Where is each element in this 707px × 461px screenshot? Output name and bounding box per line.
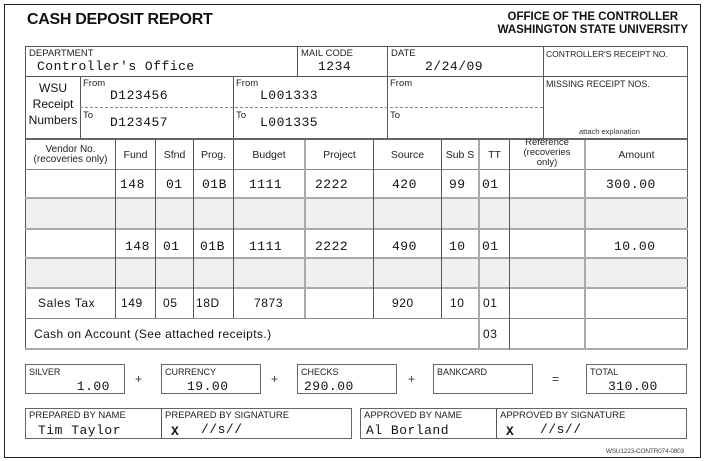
mail-code-field[interactable]: 1234 xyxy=(318,59,352,74)
total-label: TOTAL xyxy=(590,367,619,377)
date-field[interactable]: 2/24/09 xyxy=(425,59,484,74)
cell-project[interactable]: 2222 xyxy=(315,176,349,192)
cell-source[interactable]: 920 xyxy=(392,296,414,310)
checks-value[interactable]: 290.00 xyxy=(304,379,354,394)
cell-budget[interactable]: 1111 xyxy=(249,176,283,192)
plus-sign: + xyxy=(271,372,279,386)
prepared-name-label: PREPARED BY NAME xyxy=(29,410,126,421)
header-text: Vendor No. xyxy=(45,144,96,155)
cell-sub-s[interactable]: 10 xyxy=(450,296,465,310)
dashed-divider xyxy=(80,107,543,108)
grid-line xyxy=(509,140,510,349)
approved-name-label: APPROVED BY NAME xyxy=(364,410,463,421)
bankcard-label: BANKCARD xyxy=(437,367,488,377)
grid-line xyxy=(25,348,688,350)
grid-line xyxy=(387,46,388,138)
to-label: To xyxy=(83,110,94,121)
column-header-fund: Fund xyxy=(123,149,148,161)
org-line-2: WASHINGTON STATE UNIVERSITY xyxy=(497,24,688,36)
cell-tt[interactable]: 03 xyxy=(483,327,498,341)
cell-source[interactable]: 420 xyxy=(392,176,417,192)
total-value[interactable]: 310.00 xyxy=(608,379,658,394)
column-header-tt: TT xyxy=(488,149,501,161)
from-label: From xyxy=(390,78,413,89)
plus-sign: + xyxy=(408,372,416,386)
cell-tt[interactable]: 01 xyxy=(482,176,499,192)
plus-sign: + xyxy=(135,372,143,386)
approved-name-field[interactable]: Al Borland xyxy=(366,423,450,438)
receipt-to-field-2[interactable]: L001335 xyxy=(260,115,319,130)
cell-tt[interactable]: 01 xyxy=(483,296,498,310)
checks-label: CHECKS xyxy=(301,367,339,377)
column-header-sfnd: Sfnd xyxy=(163,149,186,161)
cell-amount[interactable]: 300.00 xyxy=(606,176,656,192)
header-text: only) xyxy=(536,157,558,167)
cell-sub-s[interactable]: 10 xyxy=(449,238,466,254)
column-header-amount: Amount xyxy=(618,149,655,161)
currency-label: CURRENCY xyxy=(165,367,217,377)
cell-sfnd[interactable]: 01 xyxy=(166,176,183,192)
grid-line xyxy=(25,46,688,47)
cell-fund[interactable]: 148 xyxy=(120,176,145,192)
blank-row-shade xyxy=(26,198,687,229)
grid-line xyxy=(496,408,497,439)
prepared-signature-field[interactable]: //s// xyxy=(201,422,243,437)
department-label: DEPARTMENT xyxy=(29,48,94,59)
receipt-from-field-1[interactable]: D123456 xyxy=(110,88,169,103)
column-header-source: Source xyxy=(390,149,425,161)
receipt-to-field-1[interactable]: D123457 xyxy=(110,115,169,130)
cell-sfnd[interactable]: 01 xyxy=(163,238,180,254)
to-label: To xyxy=(390,110,401,121)
approved-signature-field[interactable]: //s// xyxy=(540,422,582,437)
prepared-signature-label: PREPARED BY SIGNATURE xyxy=(165,410,290,421)
grid-line xyxy=(25,138,688,140)
from-label: From xyxy=(236,78,259,89)
silver-value: 1.00 xyxy=(76,379,110,394)
label-line: WSU xyxy=(39,81,67,95)
cell-fund[interactable]: 148 xyxy=(125,238,150,254)
grid-line xyxy=(25,76,688,77)
cell-vendor[interactable]: Sales Tax xyxy=(38,296,96,310)
to-label: To xyxy=(236,110,247,121)
cell-project[interactable]: 2222 xyxy=(315,238,349,254)
cell-amount[interactable]: 10.00 xyxy=(614,238,656,254)
blank-row-shade xyxy=(26,258,687,288)
cell-prog[interactable]: 01B xyxy=(202,176,227,192)
form-title: CASH DEPOSIT REPORT xyxy=(27,11,213,28)
label-line: Receipt xyxy=(32,97,74,111)
org-line-1: OFFICE OF THE CONTROLLER xyxy=(507,11,679,23)
grid-line xyxy=(543,46,544,138)
silver-label: SILVER xyxy=(29,367,61,377)
header-text: (recoveries xyxy=(523,147,571,158)
wsu-receipt-numbers-label xyxy=(26,80,80,128)
equals-sign: = xyxy=(552,372,560,386)
total-field[interactable] xyxy=(586,364,687,394)
org-header xyxy=(498,11,688,37)
cell-source[interactable]: 490 xyxy=(392,238,417,254)
cell-tt[interactable]: 01 xyxy=(482,238,499,254)
header-text: (recoveries only) xyxy=(33,154,108,165)
signature-x-mark: X xyxy=(171,424,180,439)
missing-receipts-label: MISSING RECEIPT NOS. xyxy=(546,79,650,89)
grid-line xyxy=(478,140,480,349)
grid-line xyxy=(297,46,298,76)
column-header-sub-s: Sub S xyxy=(445,149,475,161)
currency-value[interactable]: 19.00 xyxy=(187,379,229,394)
column-header-project: Project xyxy=(323,149,356,161)
approved-signature-label: APPROVED BY SIGNATURE xyxy=(500,410,626,421)
cell-prog[interactable]: 01B xyxy=(200,238,225,254)
cell-fund[interactable]: 149 xyxy=(121,296,143,310)
from-label: From xyxy=(83,78,106,89)
cell-sfnd[interactable]: 05 xyxy=(163,296,178,310)
cell-prog[interactable]: 18D xyxy=(196,296,220,310)
controllers-receipt-label: CONTROLLER'S RECEIPT NO. xyxy=(546,49,668,59)
currency-field[interactable] xyxy=(161,364,261,394)
column-header-budget: Budget xyxy=(252,149,286,161)
silver-field[interactable] xyxy=(25,364,125,394)
mail-code-label: MAIL CODE xyxy=(301,48,353,59)
grid-line xyxy=(25,318,688,319)
department-field[interactable]: Controller's Office xyxy=(37,59,195,74)
form-code: WSU1223-CONTR074-0803 xyxy=(605,448,684,455)
grid-line xyxy=(25,228,688,230)
grid-line xyxy=(161,408,162,439)
column-header-reference xyxy=(510,139,584,167)
cell-sub-s[interactable]: 99 xyxy=(449,176,466,192)
cash-on-account-label: Cash on Account (See attached receipts.) xyxy=(34,327,272,341)
signature-x-mark: X xyxy=(506,424,515,439)
column-header-vendor xyxy=(26,141,115,169)
header-text: Reference xyxy=(525,139,569,148)
bankcard-field[interactable] xyxy=(433,364,533,394)
grid-line xyxy=(584,140,586,349)
prepared-name-field[interactable]: Tim Taylor xyxy=(38,423,122,438)
column-header-prog: Prog. xyxy=(200,149,227,161)
receipt-from-field-2[interactable]: L001333 xyxy=(260,88,319,103)
cell-budget[interactable]: 1111 xyxy=(249,238,283,254)
date-label: DATE xyxy=(391,48,416,59)
attach-explanation-note: attach explanation xyxy=(579,127,640,136)
label-line: Numbers xyxy=(28,113,78,127)
cell-budget[interactable]: 7873 xyxy=(254,296,284,310)
checks-field[interactable] xyxy=(297,364,397,394)
